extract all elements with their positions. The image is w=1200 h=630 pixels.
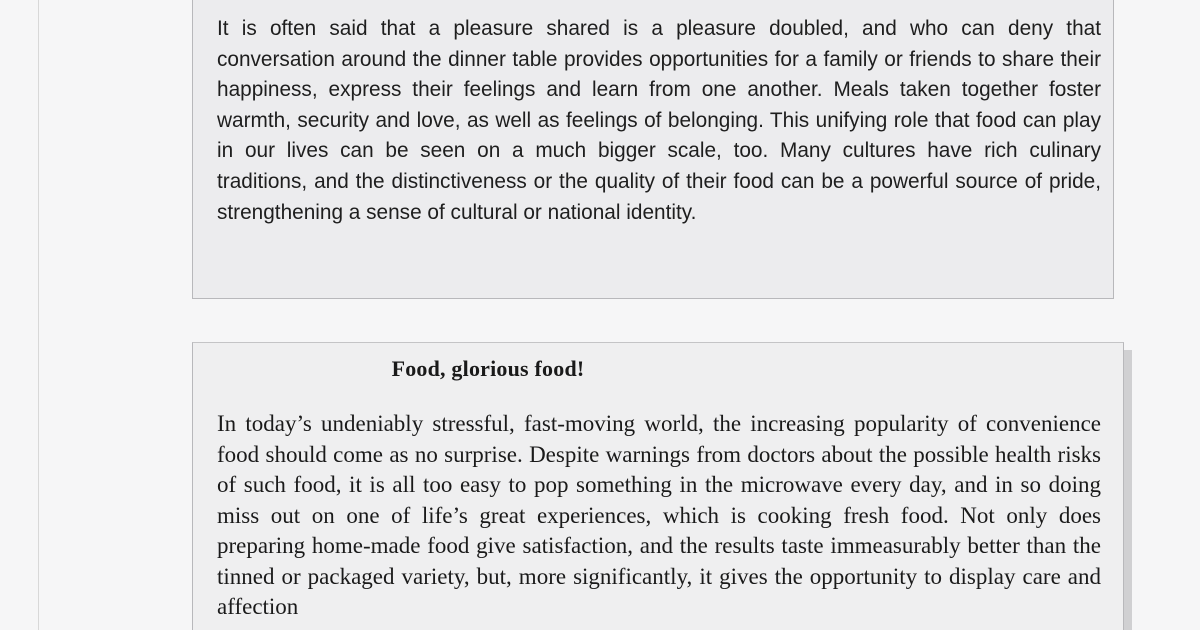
passage-2-text: In today’s undeniably stressful, fast-moving world, the increasing popularity of convenience food should come as no surprise. Despite warnings from doctors about the possible health risks of such food, it is all too easy to pop something in the microwave every day, and in so doing miss out on one of life’s great experiences, which is cooking fresh food. Not only does preparing home-made food give satisfaction, and the results taste immeasurably better than the tinned or packaged variety, but, more significantly, it gives the opportunity to display care and affection xyxy=(217,411,1101,619)
passage-2-title xyxy=(192,356,1174,382)
passage-2-title-text: Food, glorious food! xyxy=(391,356,585,381)
page-margin-line xyxy=(38,0,39,630)
passage-1-text: It is often said that a pleasure shared is a pleasure doubled, and who can deny that conversation around the dinner table provides opportunities for a family or friends to share their happiness, express their feelings and learn from one another. Meals taken together foster warmth, security and love, as well as feelings of belonging. This unifying role that food can play in our lives can be seen on a much bigger scale, too. Many cultures have rich culinary traditions, and the distinctiveness or the quality of their food can be a powerful source of pride, strengthening a sense of cultural or national identity. xyxy=(217,17,1101,224)
